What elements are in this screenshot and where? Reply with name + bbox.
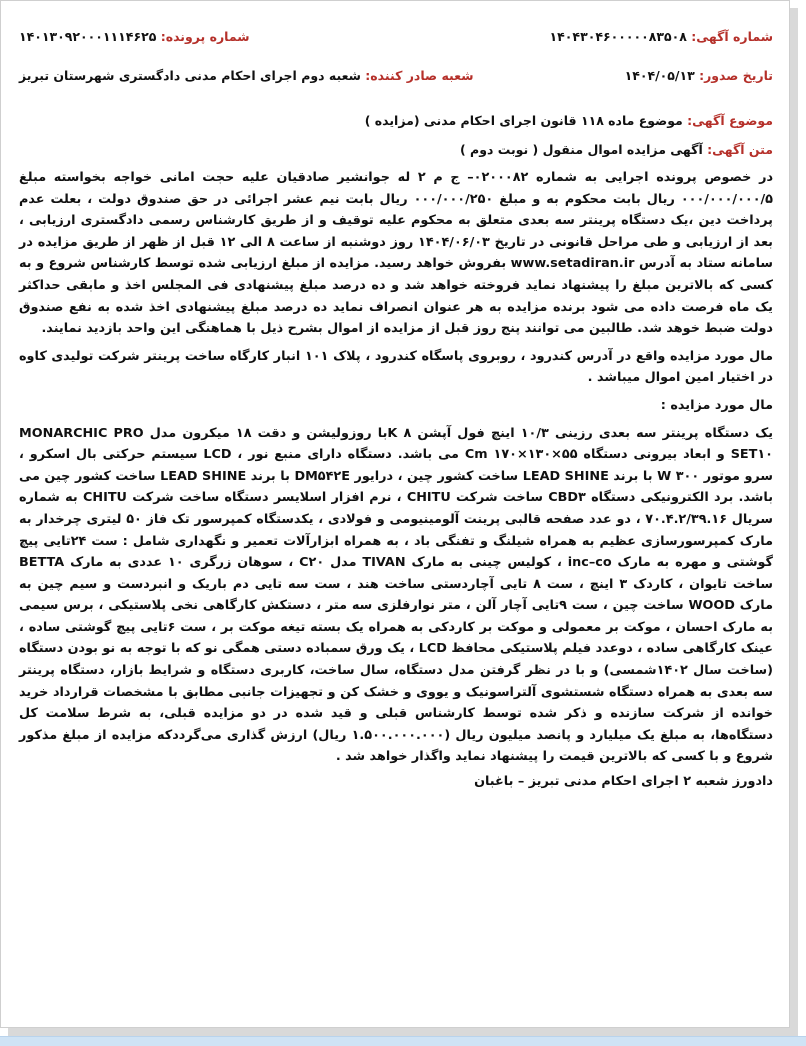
issue-date-value: ۱۴۰۴/۰۵/۱۳ — [624, 68, 695, 83]
case-number — [19, 29, 250, 44]
header-row-2 — [19, 68, 773, 83]
paragraph-location: مال مورد مزایده واقع در آدرس کندرود ، روبروی پاسگاه کندرود ، پلاک ۱۰۱ انبار کارگاه ساخت پرینتر شرکت تولیدی کاوه در اختیار امین اموال میباشد . — [19, 348, 774, 386]
subject-label: موضوع آگهی: — [687, 113, 773, 128]
issuer-value: شعبه دوم اجرای احکام مدنی دادگستری شهرستان تبریز — [19, 68, 361, 83]
notice-number-label: شماره آگهی: — [691, 29, 773, 44]
paragraph-case-details: در خصوص پرونده اجرایی به شماره ۰۲۰۰۰۸۲– ج م ۲ له جوانشیر صادقیان علیه حجت امانی خواجه بخواسته مبلغ ۰۰۰/۰۰۰/۰۰۰/۵ ریال بابت محکوم به و مبلغ ۰۰۰/۰۰۰/۲۵۰ ریال بابت نیم عشر اجرائی در حق صندوق دولت ، بعلت عدم پرداخت دین ،یک دستگاه پرینتر سه بعدی متعلق به محکوم علیه توقیف و از طریق کارشناس رسمی دادگستری ارزیابی ، بعد از ارزیابی و طی مراحل قانونی در تاریخ ۱۴۰۴/۰۶/۰۳ روز دوشنبه از ساعت ۸ الی ۱۲ قبل از ظهر از طریق مزایده در سامانه ستاد به آدرس www.setadiran.ir بفروش خواهد رسید. مزایده از مبلغ ارزیابی شده توسط کارشناس شروع و به کسی که بالاترین مبلغ را پیشنهاد نماید فروخته خواهد شد و ده درصد مبلغ پیشنهادی فی المجلس اخذ و مابقی حداکثر یک ماه فرصت داده می شود برنده مزایده به هر عنوان انصراف نماید ده درصد مبلغ پیشنهادی اخذ شده به نفع صندوق دولت ضبط خوهد شد. طالبین می توانند پنج روز قبل از مزایده از اموال بشرح ذیل با هماهنگی این واحد بازدید نمایند. — [19, 170, 774, 337]
case-number-value: ۱۴۰۱۳۰۹۲۰۰۰۱۱۱۴۶۲۵ — [19, 29, 157, 44]
issue-date-label: تاریخ صدور: — [699, 68, 773, 83]
signature: دادورز شعبه ۲ اجرای احکام مدنی تبریز – باغبان — [474, 774, 773, 790]
subject-value: موضوع ماده ۱۱۸ قانون اجرای احکام مدنی (مزایده ) — [364, 113, 683, 128]
issue-date — [625, 68, 773, 83]
notice-number-value: ۱۴۰۴۳۰۴۶۰۰۰۰۰۸۳۵۰۸ — [549, 29, 687, 44]
notice-text-value: آگهی مزایده اموال منقول ( نوبت دوم ) — [459, 142, 703, 157]
notice-text-label: متن آگهی: — [707, 142, 773, 157]
notice-number — [550, 29, 773, 44]
paragraph-item-heading: مال مورد مزایده : — [660, 397, 773, 413]
paragraph-item-description: یک دستگاه پرینتر سه بعدی رزینی ۱۰/۳ اینچ فول آپشن K ۸با روزولیشن و دقت ۱۸ میکرون مدل MONARCHIC PRO SET۱۰ و ابعاد بیرونی دستگاه ۵۵×۱۳۰×۱۷۰ Cm می باشد. دستگاه دارای منبع نور ، LCD سیستم حرکتی بال اسکرو ، سرو موتور ۳۰۰ W با برند LEAD SHINE ساخت کشور چین ، درایور DM۵۴۲E با برند LEAD SHINE ساخت کشور چین می باشد. برد الکترونیکی دستگاه CBD۳ ساخت شرکت CHITU ، نرم افزار اسلایسر دستگاه ساخت شرکت CHITU به شماره سریال ۷۰.۴.۲/۳۹.۱۶ ، دو عدد صفحه قالبی پرینت آلومینیومی و فولادی ، یکدستگاه کمپرسور تک فاز ۵۰ لیتری چرخدار به مارک کمپرسورسازی عظیم به همراه شیلنگ و تفنگی باد ، به همراه ابزارآلات تعمیر و نگهداری شامل : ست ۲۴تایی پیچ گوشتی و مهره به مارک inc–co ، کولیس چینی به مارک TIVAN مدل C۲۰ ، سوهان زرگری ۱۰ عددی به مارک BETTA ساخت تایوان ، کاردک ۳ اینچ ، ست ۸ تایی آچاردستی ساخت هند ، ست سه تایی دم باریک و انبردست و سیم چین به مارک WOOD ساخت چین ، ست ۹تایی آچار آلن ، متر نوارفلزی سه متر ، دستکش کارگاهی نخی پلاستیکی ، برس سیمی به مارک احسان ، موکت بر معمولی و موکت بر کاردکی به همراه یک بسته تیغه موکت بر ، ست ۶تایی پیچ گوشتی ساده ، عینک کارگاهی ساده ، دوعدد فیلم پلاستیکی محافظ LCD ، یک ورق سمباده دستی همگی نو که با توجه به نو بودن دستگاه (ساخت سال ۱۴۰۲شمسی) و با در نظر گرفتن مدل دستگاه، سال ساخت، کاربری دستگاه و شرایط بازار، دستگاه پرینتر سه بعدی به همراه دستگاه شستشوی آلتراسونیک و یووی و خشک کن و تجهیزات جانبی مطابق با مشخصات قرارداد خرید خوانده از شرکت سازنده و ذکر شده توسط کارشناس قبلی و قید شده در دو مزایده قبلی، به شرط سلامت کل دستگاه‌ها، به مبلغ یک میلیارد و پانصد میلیون ریال (۱.۵۰۰.۰۰۰.۰۰۰ ریال) ارزش گذاری می‌گرددکه مزایده از مبلغ مذکور شروع و با کسی که بالاترین قیمت را پیشنهاد نماید واگذار خواهد شد . — [19, 425, 774, 765]
subject-line — [19, 113, 773, 128]
issuer-label: شعبه صادر کننده: — [365, 68, 474, 83]
header-row-1 — [19, 29, 773, 44]
notice-text-line — [19, 142, 773, 157]
case-number-label: شماره پرونده: — [160, 29, 250, 44]
issuer — [19, 68, 474, 83]
